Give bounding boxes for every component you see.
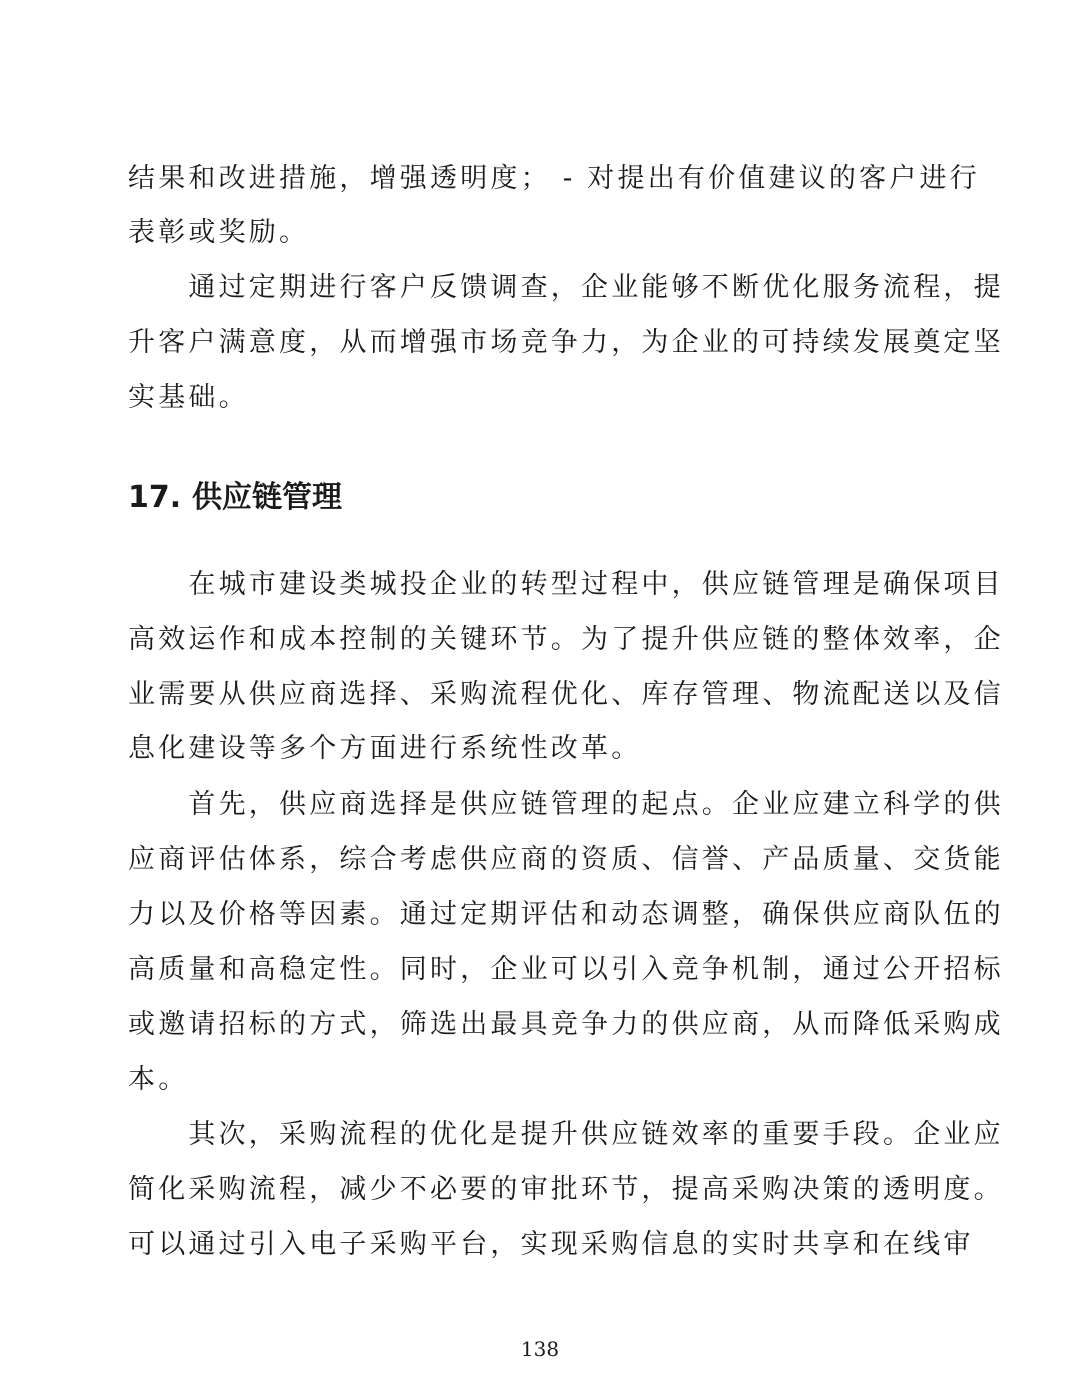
text-line: 高质量和高稳定性。同时，企业可以引入竞争机制，通过公开招标 bbox=[128, 954, 1004, 985]
section-number: 17. bbox=[128, 480, 182, 515]
text-line: 可以通过引入电子采购平台，实现采购信息的实时共享和在线审 bbox=[128, 1229, 974, 1260]
page-number: 138 bbox=[520, 1337, 560, 1361]
text-line: 业需要从供应商选择、采购流程优化、库存管理、物流配送以及信 bbox=[128, 679, 1004, 710]
text-line: 或邀请招标的方式，筛选出最具竞争力的供应商，从而降低采购成 bbox=[128, 1009, 1004, 1040]
text-line: 简化采购流程，减少不必要的审批环节，提高采购决策的透明度。 bbox=[128, 1174, 1004, 1205]
text-line: 本。 bbox=[128, 1064, 189, 1095]
text-line: 应商评估体系，综合考虑供应商的资质、信誉、产品质量、交货能 bbox=[128, 844, 1004, 875]
text-line: 高效运作和成本控制的关键环节。为了提升供应链的整体效率，企 bbox=[128, 624, 1004, 655]
text-line: 首先，供应商选择是供应链管理的起点。企业应建立科学的供 bbox=[128, 789, 1004, 820]
text-line: 结果和改进措施，增强透明度； - 对提出有价值建议的客户进行 bbox=[128, 163, 980, 194]
text-line: 其次，采购流程的优化是提升供应链效率的重要手段。企业应 bbox=[128, 1119, 1004, 1150]
text-line: 升客户满意度，从而增强市场竞争力，为企业的可持续发展奠定坚 bbox=[128, 327, 1004, 358]
section-title: 供应链管理 bbox=[192, 480, 342, 515]
text-line: 实基础。 bbox=[128, 382, 249, 413]
text-line: 通过定期进行客户反馈调查，企业能够不断优化服务流程，提 bbox=[128, 272, 1004, 303]
text-line: 力以及价格等因素。通过定期评估和动态调整，确保供应商队伍的 bbox=[128, 899, 1004, 930]
section-heading bbox=[128, 476, 342, 520]
text-line: 在城市建设类城投企业的转型过程中，供应链管理是确保项目 bbox=[128, 569, 1004, 600]
text-line: 表彰或奖励。 bbox=[128, 217, 310, 248]
text-line: 息化建设等多个方面进行系统性改革。 bbox=[128, 733, 642, 764]
